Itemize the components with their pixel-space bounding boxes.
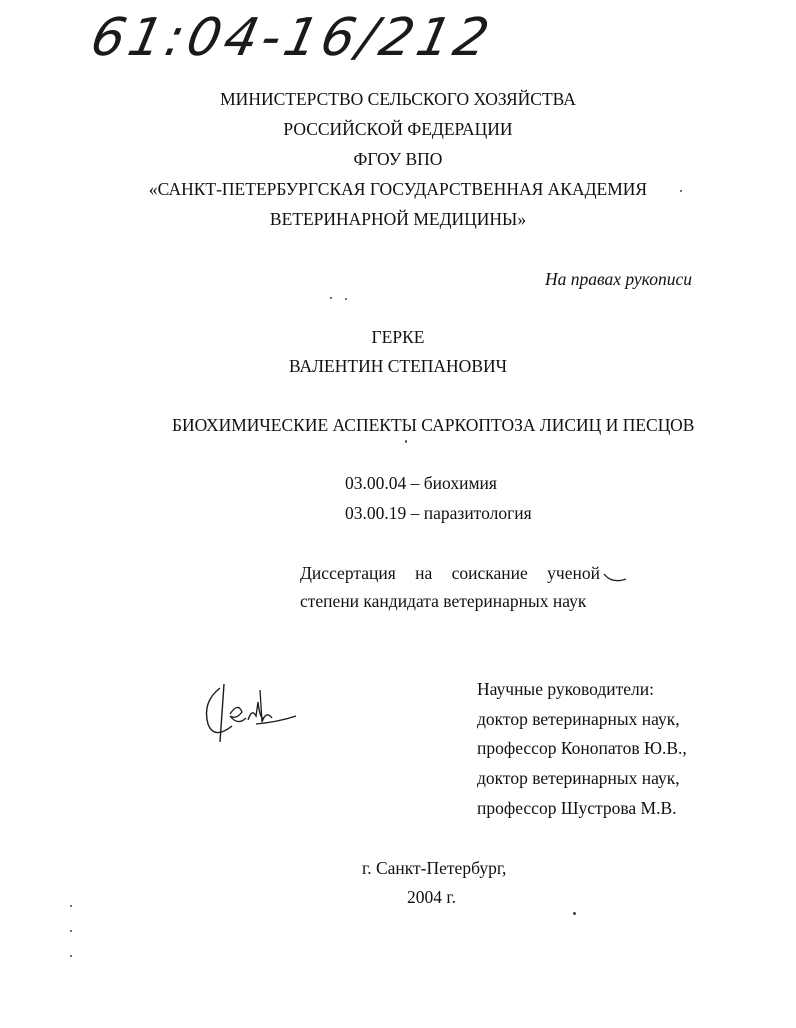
- scan-speck: [330, 297, 332, 299]
- author-surname: ГЕРКЕ: [371, 327, 425, 347]
- specialty-2: 03.00.19 – паразитология: [345, 503, 532, 523]
- scan-speck: [680, 190, 682, 192]
- institution-type: ФГОУ ВПО: [353, 149, 443, 169]
- supervisor-line: профессор Конопатов Ю.В.,: [477, 738, 687, 758]
- supervisor-line: доктор ветеринарных наук,: [477, 768, 680, 788]
- author-signature: [198, 680, 298, 746]
- specialty-1: 03.00.04 – биохимия: [345, 473, 497, 493]
- scan-speck: [345, 298, 347, 300]
- degree-word: на: [415, 563, 433, 583]
- author-name: ВАЛЕНТИН СТЕПАНОВИЧ: [288, 356, 508, 376]
- scan-speck: [573, 912, 576, 915]
- degree-line-2: степени кандидата ветеринарных наук: [300, 591, 587, 611]
- ministry-line-2: РОССИЙСКОЙ ФЕДЕРАЦИИ: [283, 119, 513, 139]
- scan-speck: [405, 440, 407, 443]
- year: 2004 г.: [407, 887, 456, 907]
- dissertation-title: БИОХИМИЧЕСКИЕ АСПЕКТЫ САРКОПТОЗА ЛИСИЦ И ПЕСЦОВ: [172, 415, 695, 435]
- degree-word: ученой: [547, 563, 600, 583]
- degree-word: соискание: [451, 563, 528, 583]
- pen-mark-icon: [602, 570, 628, 584]
- scan-speck: [70, 930, 72, 932]
- scan-speck: [70, 905, 72, 907]
- scan-speck: [70, 955, 72, 957]
- academy-line-2: ВЕТЕРИНАРНОЙ МЕДИЦИНЫ»: [269, 209, 527, 229]
- rights-note: На правах рукописи: [545, 269, 692, 289]
- academy-line-1: «САНКТ-ПЕТЕРБУРГСКАЯ ГОСУДАРСТВЕННАЯ АКАДЕМИЯ: [148, 179, 648, 199]
- supervisor-line: профессор Шустрова М.В.: [477, 798, 677, 818]
- handwritten-catalog-code: 61:04-16/212: [85, 8, 498, 68]
- city: г. Санкт-Петербург,: [362, 858, 507, 878]
- ministry-line-1: МИНИСТЕРСТВО СЕЛЬСКОГО ХОЗЯЙСТВА: [220, 89, 576, 109]
- supervisors-heading: Научные руководители:: [477, 679, 654, 699]
- degree-line-1: [300, 562, 600, 584]
- degree-word: Диссертация: [300, 563, 396, 583]
- supervisor-line: доктор ветеринарных наук,: [477, 709, 680, 729]
